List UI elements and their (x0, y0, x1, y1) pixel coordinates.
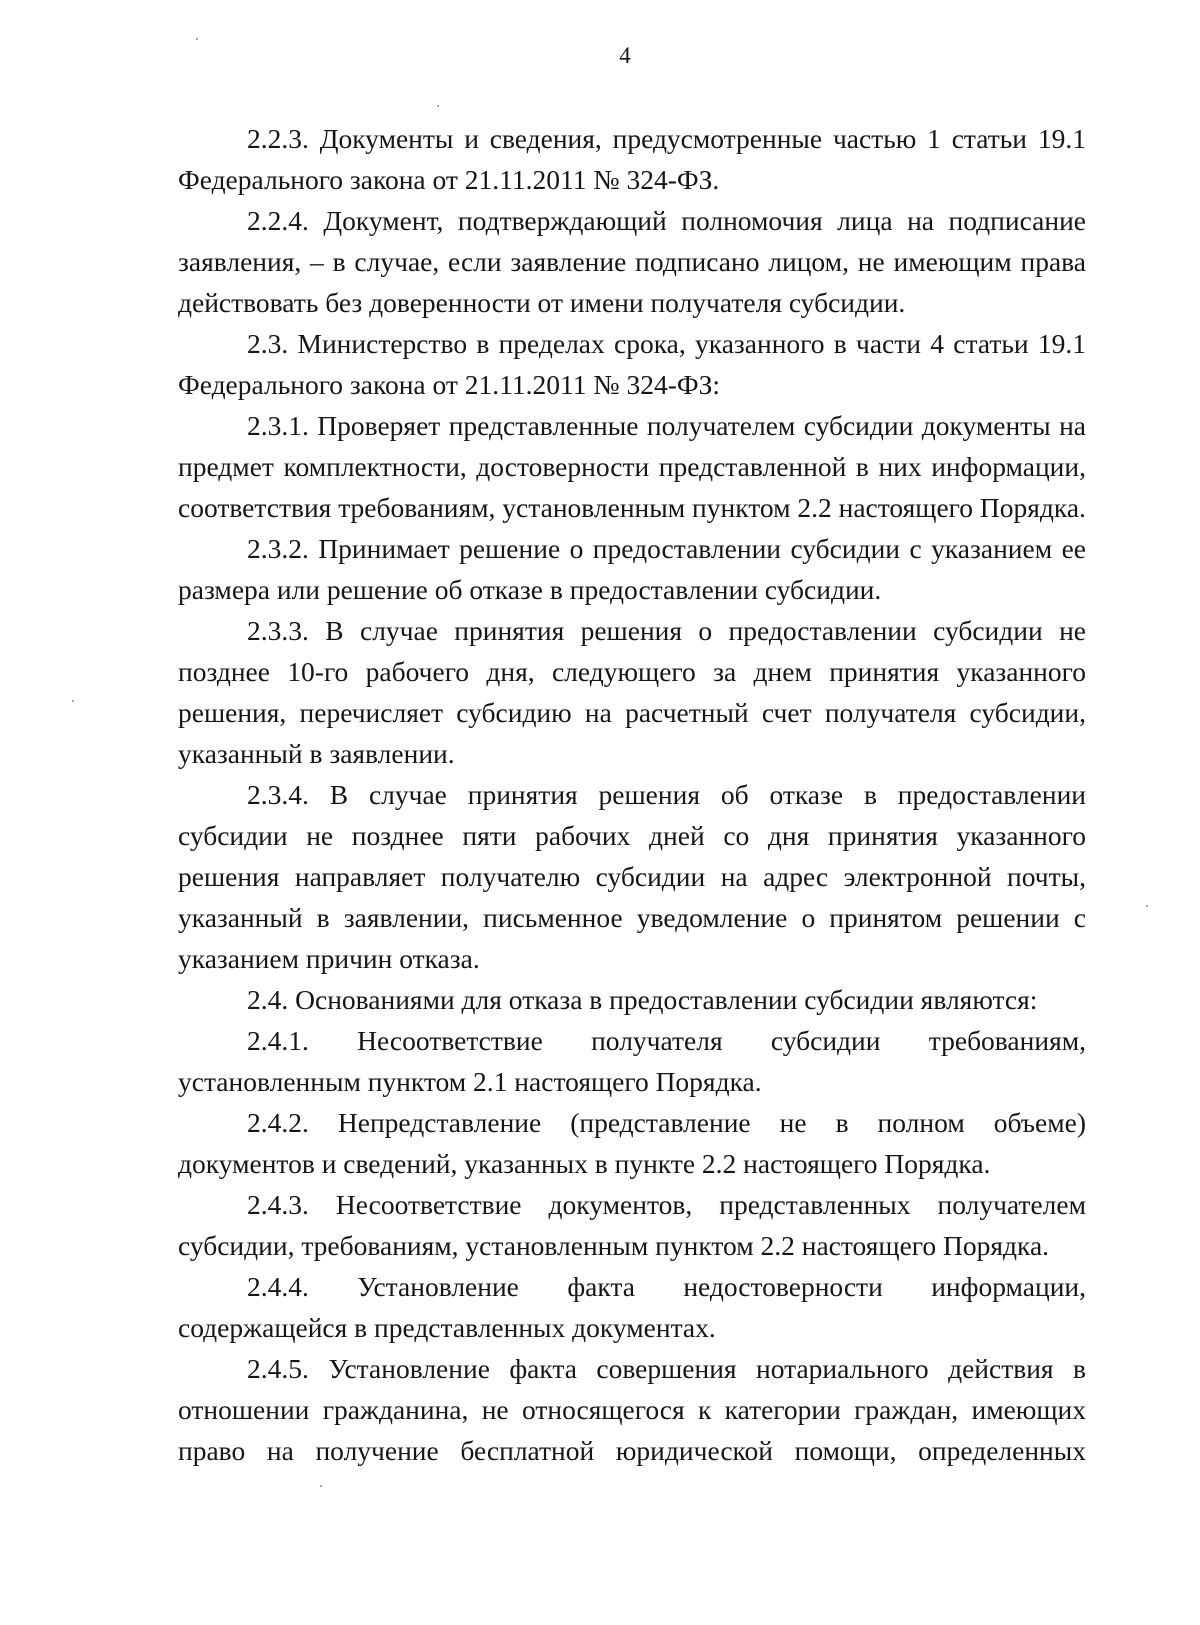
paragraph-2-4-4: 2.4.4. Установление факта недостоверности информации, содержащейся в представленных документах. (178, 1271, 1086, 1343)
paragraph-2-2-4: 2.2.4. Документ, подтверждающий полномочия лица на подписание заявления, – в случае, если заявление подписано лицом, не имеющим права действовать без доверенности от имени получателя субсидии. (178, 205, 1086, 318)
paragraph-2-4-3: 2.4.3. Несоответствие документов, представленных получателем субсидии, требованиям, установленным пунктом 2.2 настоящего Порядка. (178, 1189, 1086, 1261)
paragraph-2-4-5: 2.4.5. Установление факта совершения нотариального действия в отношении гражданина, не относящегося к категории граждан, имеющих право на получение бесплатной юридической помощи, определенных (178, 1353, 1086, 1466)
paragraph-2-3-1: 2.3.1. Проверяет представленные получателем субсидии документы на предмет комплектности, достоверности представленной в них информации, соответствия требованиям, установленным пунктом 2.2 настоящего Порядка. (178, 410, 1086, 523)
scan-speck (196, 38, 198, 40)
paragraph-2-2-3: 2.2.3. Документы и сведения, предусмотренные частью 1 статьи 19.1 Федерального закона от 21.11.2011 № 324-ФЗ. (178, 123, 1086, 195)
paragraph-2-4-2: 2.4.2. Непредставление (представление не в полном объеме) документов и сведений, указанных в пункте 2.2 настоящего Порядка. (178, 1107, 1086, 1179)
document-body (178, 118, 1086, 1471)
paragraph-2-4: 2.4. Основаниями для отказа в предоставлении субсидии являются: (247, 984, 1038, 1015)
paragraph-2-3: 2.3. Министерство в пределах срока, указанного в части 4 статьи 19.1 Федерального закона от 21.11.2011 № 324-ФЗ: (178, 328, 1086, 400)
scan-speck (437, 105, 439, 107)
paragraph-2-3-4: 2.3.4. В случае принятия решения об отказе в предоставлении субсидии не позднее пяти рабочих дней со дня принятия указанного решения направляет получателю субсидии на адрес электронной почты, указанный в заявлении, письменное уведомление о принятом решении с указанием причин отказа. (178, 779, 1086, 974)
scan-speck (72, 700, 74, 702)
paragraph-2-4-1: 2.4.1. Несоответствие получателя субсидии требованиям, установленным пунктом 2.1 настоящего Порядка. (178, 1025, 1086, 1097)
scan-speck (320, 1485, 322, 1487)
page-number: 4 (619, 43, 631, 68)
scan-speck (1146, 905, 1148, 907)
paragraph-2-3-3: 2.3.3. В случае принятия решения о предоставлении субсидии не позднее 10-го рабочего дня, следующего за днем принятия указанного решения, перечисляет субсидию на расчетный счет получателя субсидии, указанный в заявлении. (178, 615, 1086, 769)
paragraph-2-3-2: 2.3.2. Принимает решение о предоставлении субсидии с указанием ее размера или решение об отказе в предоставлении субсидии. (178, 533, 1086, 605)
